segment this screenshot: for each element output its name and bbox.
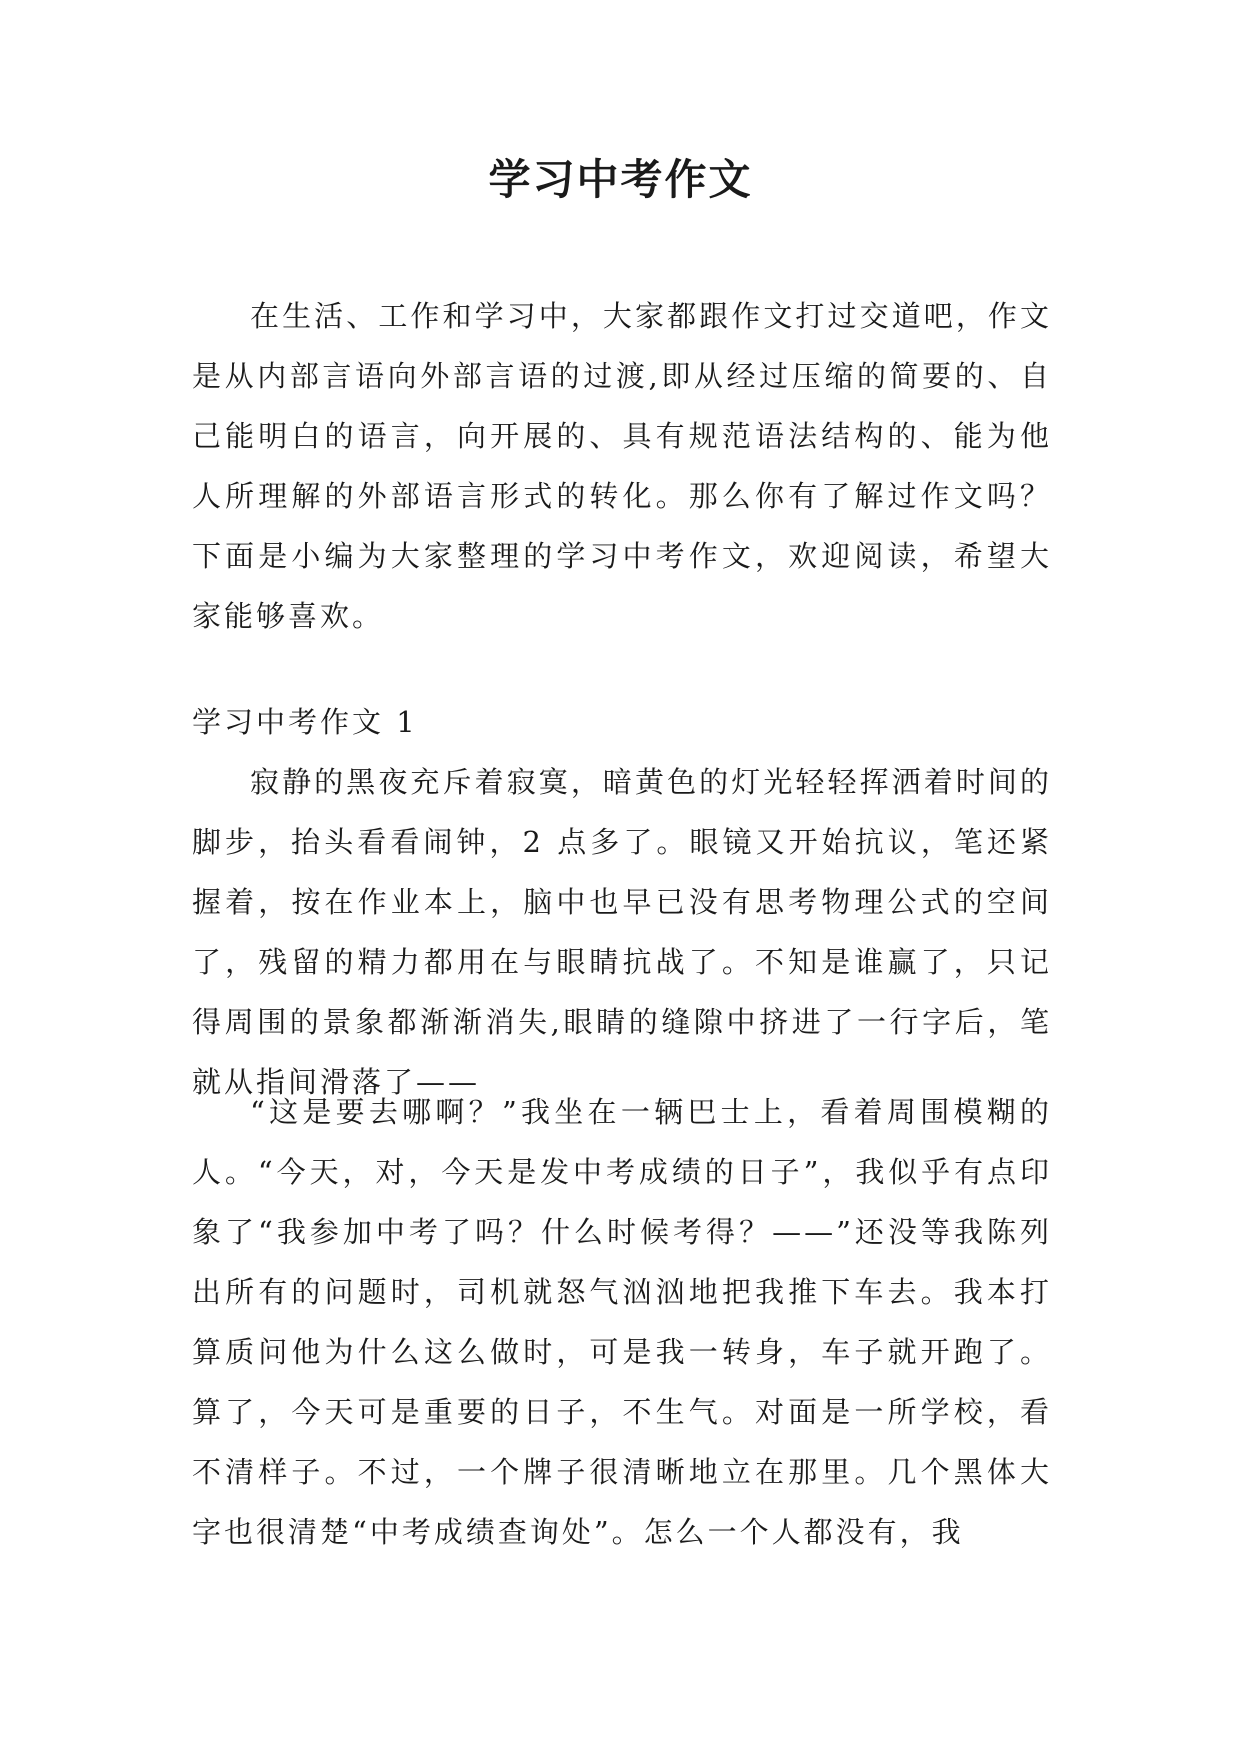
essay-paragraph-1: 寂静的黑夜充斥着寂寞，暗黄色的灯光轻轻挥洒着时间的脚步，抬头看看闹钟，2 点多了。眼镜又开始抗议，笔还紧握着，按在作业本上，脑中也早已没有思考物理公式的空间了，残留的精力都用在与眼睛抗战了。不知是谁赢了，只记得周围的景象都渐渐消失,眼睛的缝隙中挤进了一行字后，笔就从指间滑落了——: [192, 765, 1052, 1099]
intro-paragraph: 在生活、工作和学习中，大家都跟作文打过交道吧，作文是从内部言语向外部言语的过渡,即从经过压缩的简要的、自己能明白的语言，向开展的、具有规范语法结构的、能为他人所理解的外部语言形式的转化。那么你有了解过作文吗？下面是小编为大家整理的学习中考作文，欢迎阅读，希望大家能够喜欢。: [192, 299, 1052, 633]
essay-paragraph-2: “这是要去哪啊？”我坐在一辆巴士上，看着周围模糊的人。“今天，对，今天是发中考成绩的日子”，我似乎有点印象了“我参加中考了吗？什么时候考得？——”还没等我陈列出所有的问题时，司机就怒气汹汹地把我推下车去。我本打算质问他为什么这么做时，可是我一转身，车子就开跑了。算了，今天可是重要的日子，不生气。对面是一所学校，看不清样子。不过，一个牌子很清晰地立在那里。几个黑体大字也很清楚“中考成绩查询处”。怎么一个人都没有，我: [192, 1095, 1052, 1549]
page-title: 学习中考作文: [488, 155, 753, 204]
section-heading: 学习中考作文 1: [192, 705, 418, 739]
